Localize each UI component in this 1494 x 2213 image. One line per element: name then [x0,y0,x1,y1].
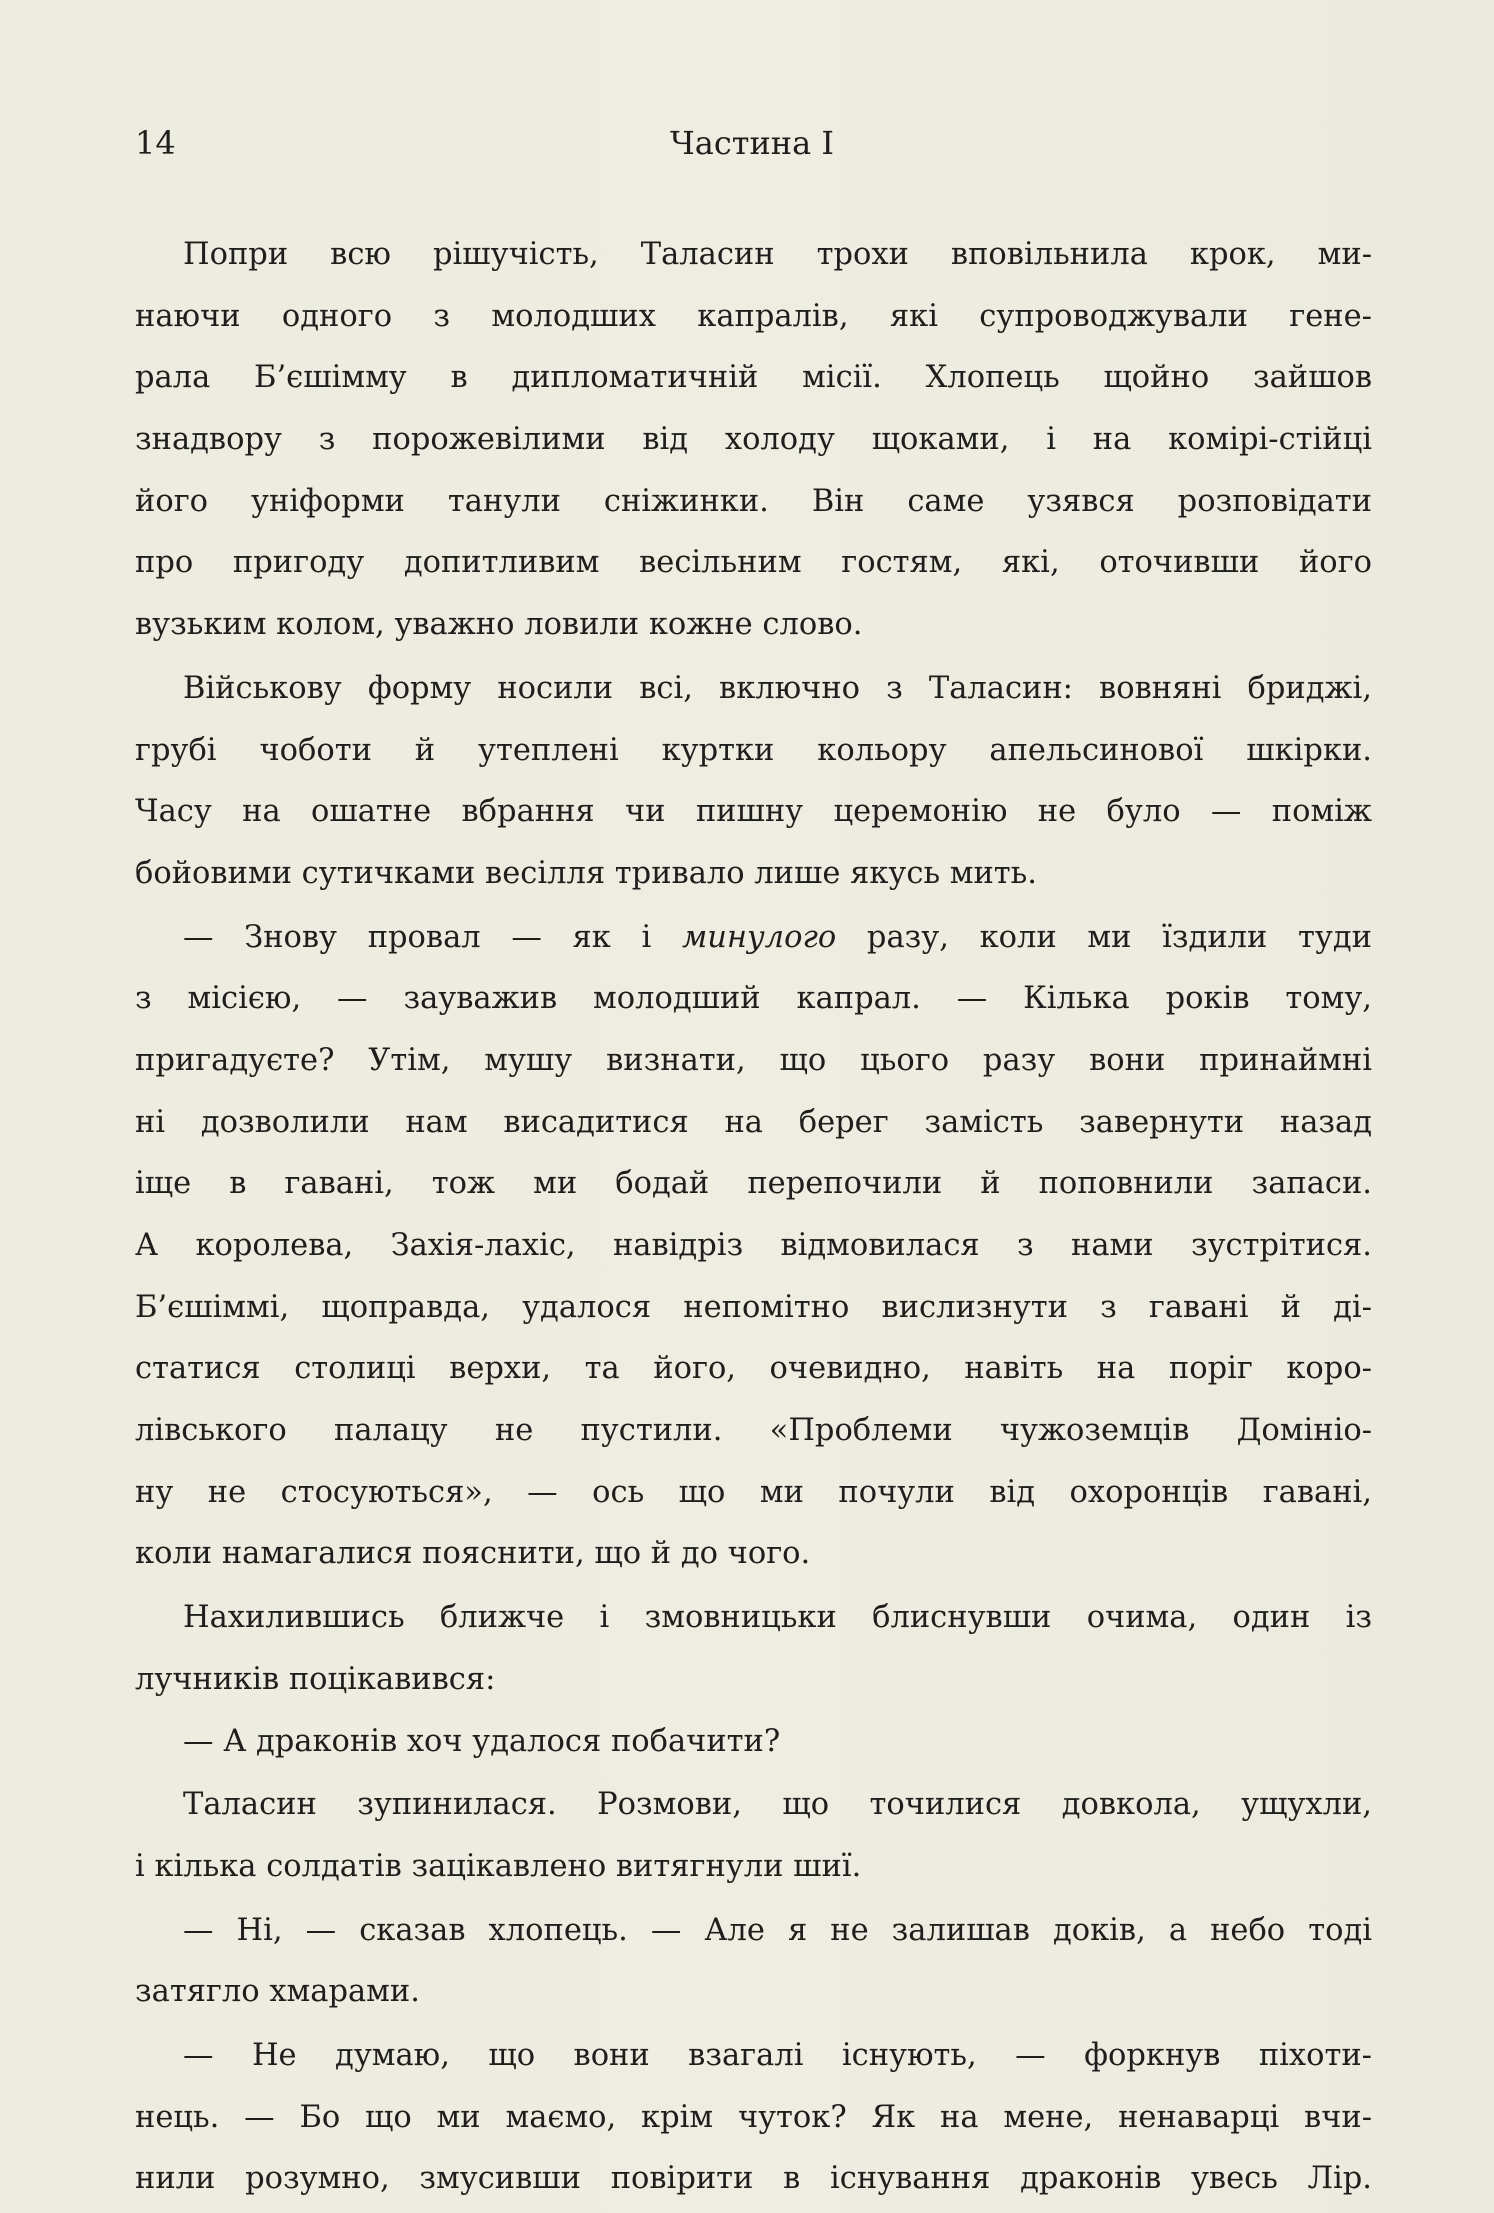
text-line: рала Б’єшімму в дипломатичній місії. Хлопець щойно зайшов [135,360,1372,396]
text-line: — Ні, — сказав хлопець. — Але я не залишав доків, а небо тоді [183,1912,1372,1948]
text-line: ні дозволили нам висадитися на берег замість завернути назад [135,1104,1372,1140]
text-line: і кілька солдатів зацікавлено витягнули шиї. [135,1848,862,1884]
text-line: — Не думаю, що вони взагалі існують, — форкнув піхоти- [183,2037,1372,2073]
running-title: Частина І [670,124,834,162]
text-line: Військову форму носили всі, включно з Таласин: вовняні бриджі, [183,670,1372,706]
text-line: Б’єшіммі, щоправда, удалося непомітно вислизнути з гавані й ді- [135,1289,1372,1325]
text-line: з місією, — зауважив молодший капрал. — Кілька років тому, [135,981,1372,1017]
text-line: нець. — Бо що ми маємо, крім чуток? Як на мене, ненаварці вчи- [135,2099,1372,2135]
text-line: Попри всю рішучість, Таласин трохи вповільнила крок, ми- [183,237,1372,272]
text-line: про пригоду допитливим весільним гостям, які, оточивши його [135,545,1372,581]
italic-word: минулого [681,919,837,955]
text-line: бойовими сутичками весілля тривало лише якусь мить. [135,855,1037,891]
text-line: лучників поцікавився: [135,1661,496,1697]
body-text [135,224,1372,2210]
text-line: лівського палацу не пустили. «Проблеми чужоземців Домініо- [135,1413,1372,1449]
page-header [0,118,1494,168]
text-line: його уніформи танули сніжинки. Він саме узявся розповідати [135,483,1372,519]
text-line: А королева, Захія-лахіс, навідріз відмовилася з нами зустрітися. [135,1228,1372,1263]
text-line: наючи одного з молодших капралів, які супроводжували гене- [135,298,1372,334]
text-line: затягло хмарами. [135,1974,420,2010]
text-line: знадвору з порожевілими від холоду щоками, і на комірі-стійці [135,422,1372,458]
text-line: — А драконів хоч удалося побачити? [183,1723,781,1759]
text-line: іще в гавані, тож ми бодай перепочили й поповнили запаси. [135,1166,1372,1202]
text-line: статися столиці верхи, та його, очевидно, навіть на поріг коро- [135,1351,1372,1387]
text-line: коли намагалися пояснити, що й до чого. [135,1536,811,1572]
text-line: пригадуєте? Утім, мушу визнати, що цього разу вони принаймні [135,1042,1372,1078]
text-line: грубі чоботи й утеплені куртки кольору апельсинової шкірки. [135,732,1372,768]
text-line-mixed [135,907,1372,969]
text-line: ну не стосуються», — ось що ми почули від охоронців гавані, [135,1474,1372,1510]
text-segment: — Знову провал — як і [183,919,682,955]
text-line: Нахилившись ближче і змовницьки блиснувши очима, один із [183,1600,1372,1636]
page-number: 14 [135,124,176,162]
text-segment: разу, коли ми їздили туди [836,919,1372,955]
text-line: нили розумно, змусивши повірити в існування драконів увесь Лір. [135,2161,1372,2197]
text-line: Таласин зупинилася. Розмови, що точилися довкола, ущухли, [183,1787,1372,1823]
text-line: Часу на ошатне вбрання чи пишну церемонію не було — поміж [135,794,1372,830]
text-line: вузьким колом, уважно ловили кожне слово. [135,607,863,643]
